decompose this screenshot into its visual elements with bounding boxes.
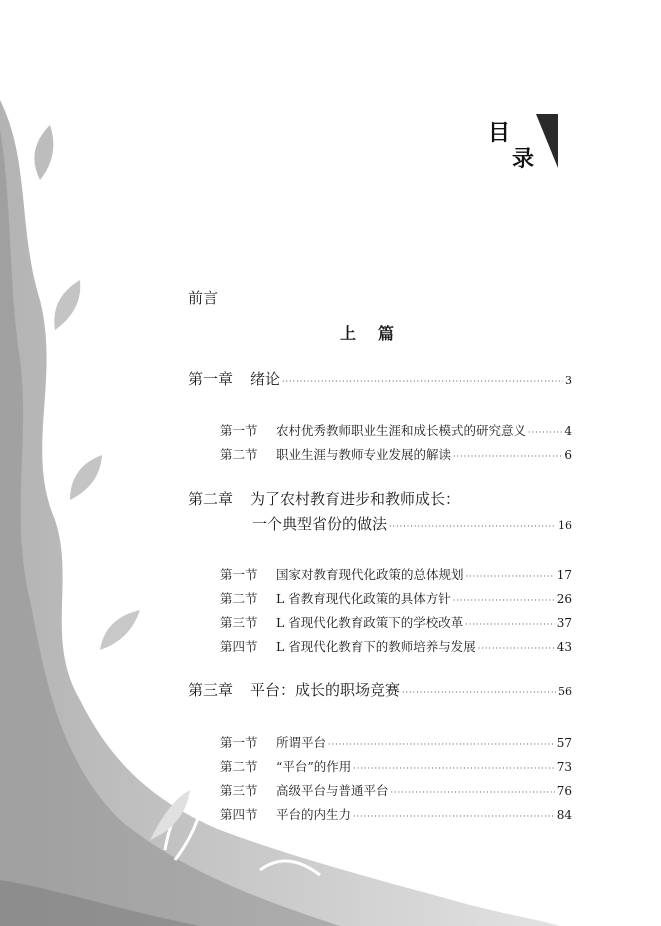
section-page: 76 bbox=[556, 784, 572, 798]
heading-char-2: 录 bbox=[512, 147, 535, 172]
chapter-title: 为了农村教育进步和教师成长： bbox=[250, 490, 461, 508]
toc-section-2-4[interactable] bbox=[220, 637, 572, 655]
section-page: 37 bbox=[556, 616, 572, 630]
leader-dots bbox=[353, 764, 554, 773]
toc-section-1-2[interactable] bbox=[220, 445, 572, 463]
leader-dots bbox=[478, 644, 555, 653]
section-label: 第三节 bbox=[220, 783, 258, 798]
toc-section-2-2[interactable] bbox=[220, 589, 572, 607]
section-page: 17 bbox=[556, 568, 572, 582]
chapter-label: 第三章 bbox=[188, 681, 234, 699]
section-title: 平台的内生力 bbox=[276, 807, 352, 822]
section-page: 43 bbox=[556, 640, 572, 654]
leader-dots bbox=[328, 740, 555, 749]
section-label: 第一节 bbox=[220, 423, 258, 438]
chapter-page: 56 bbox=[558, 685, 572, 698]
section-title: 农村优秀教师职业生涯和成长模式的研究意义 bbox=[276, 423, 527, 438]
toc-section-3-1[interactable] bbox=[220, 733, 572, 751]
section-label: 第四节 bbox=[220, 639, 258, 654]
section-title: 职业生涯与教师专业发展的解读 bbox=[276, 447, 452, 462]
section-page: 26 bbox=[556, 592, 572, 606]
leader-dots bbox=[402, 688, 556, 697]
leader-dots bbox=[453, 452, 562, 461]
toc-section-3-3[interactable] bbox=[220, 781, 572, 799]
chapter-title-continued: 一个典型省份的做法 bbox=[252, 515, 388, 533]
chapter-title: 绪论 bbox=[250, 370, 281, 388]
leader-dots bbox=[391, 788, 555, 797]
leader-dots bbox=[453, 596, 555, 605]
leader-dots bbox=[465, 620, 554, 629]
chapter-page: 3 bbox=[565, 374, 572, 387]
toc-section-3-2[interactable] bbox=[220, 757, 572, 775]
section-label: 第二节 bbox=[220, 591, 258, 606]
section-title: “平台”的作用 bbox=[276, 759, 352, 774]
section-page: 57 bbox=[556, 736, 572, 750]
toc-chapter-2-line-1[interactable] bbox=[188, 488, 460, 509]
section-page: 6 bbox=[564, 448, 572, 462]
section-label: 第一节 bbox=[220, 567, 258, 582]
section-page: 84 bbox=[556, 808, 572, 822]
chapter-title: 平台：成长的职场竞赛 bbox=[250, 681, 401, 699]
chapter-label: 第一章 bbox=[188, 370, 234, 388]
section-label: 第二节 bbox=[220, 447, 258, 462]
section-label: 第二节 bbox=[220, 759, 258, 774]
section-title: L 省教育现代化政策的具体方针 bbox=[276, 591, 451, 606]
leader-dots bbox=[466, 572, 555, 581]
toc-preface[interactable]: 前言 bbox=[188, 289, 219, 307]
toc-chapter-1[interactable] bbox=[188, 368, 572, 389]
toc-heading bbox=[486, 112, 566, 172]
leader-dots bbox=[389, 522, 556, 531]
toc-chapter-2-line-2[interactable] bbox=[252, 513, 572, 534]
section-label: 第一节 bbox=[220, 735, 258, 750]
section-title: 国家对教育现代化政策的总体规划 bbox=[276, 567, 464, 582]
heading-char-1: 目 bbox=[488, 121, 511, 146]
section-page: 4 bbox=[564, 424, 572, 438]
leader-dots bbox=[282, 377, 563, 386]
section-title: 所谓平台 bbox=[276, 735, 327, 750]
part-title: 上篇 bbox=[340, 324, 417, 343]
toc-section-2-1[interactable] bbox=[220, 565, 572, 583]
toc-section-1-1[interactable] bbox=[220, 421, 572, 439]
toc-section-2-3[interactable] bbox=[220, 613, 572, 631]
chapter-page: 16 bbox=[558, 519, 572, 532]
toc-section-3-4[interactable] bbox=[220, 805, 572, 823]
toc-chapter-3[interactable] bbox=[188, 679, 572, 700]
section-title: L 省现代化教育下的教师培养与发展 bbox=[276, 639, 476, 654]
leader-dots bbox=[528, 428, 562, 437]
section-title: L 省现代化教育政策下的学校改革 bbox=[276, 615, 464, 630]
chapter-label: 第二章 bbox=[188, 490, 234, 508]
heading-triangle-ornament bbox=[536, 114, 558, 168]
leader-dots bbox=[353, 812, 555, 821]
section-page: 73 bbox=[556, 760, 572, 774]
section-label: 第四节 bbox=[220, 807, 258, 822]
section-title: 高级平台与普通平台 bbox=[276, 783, 389, 798]
section-label: 第三节 bbox=[220, 615, 258, 630]
